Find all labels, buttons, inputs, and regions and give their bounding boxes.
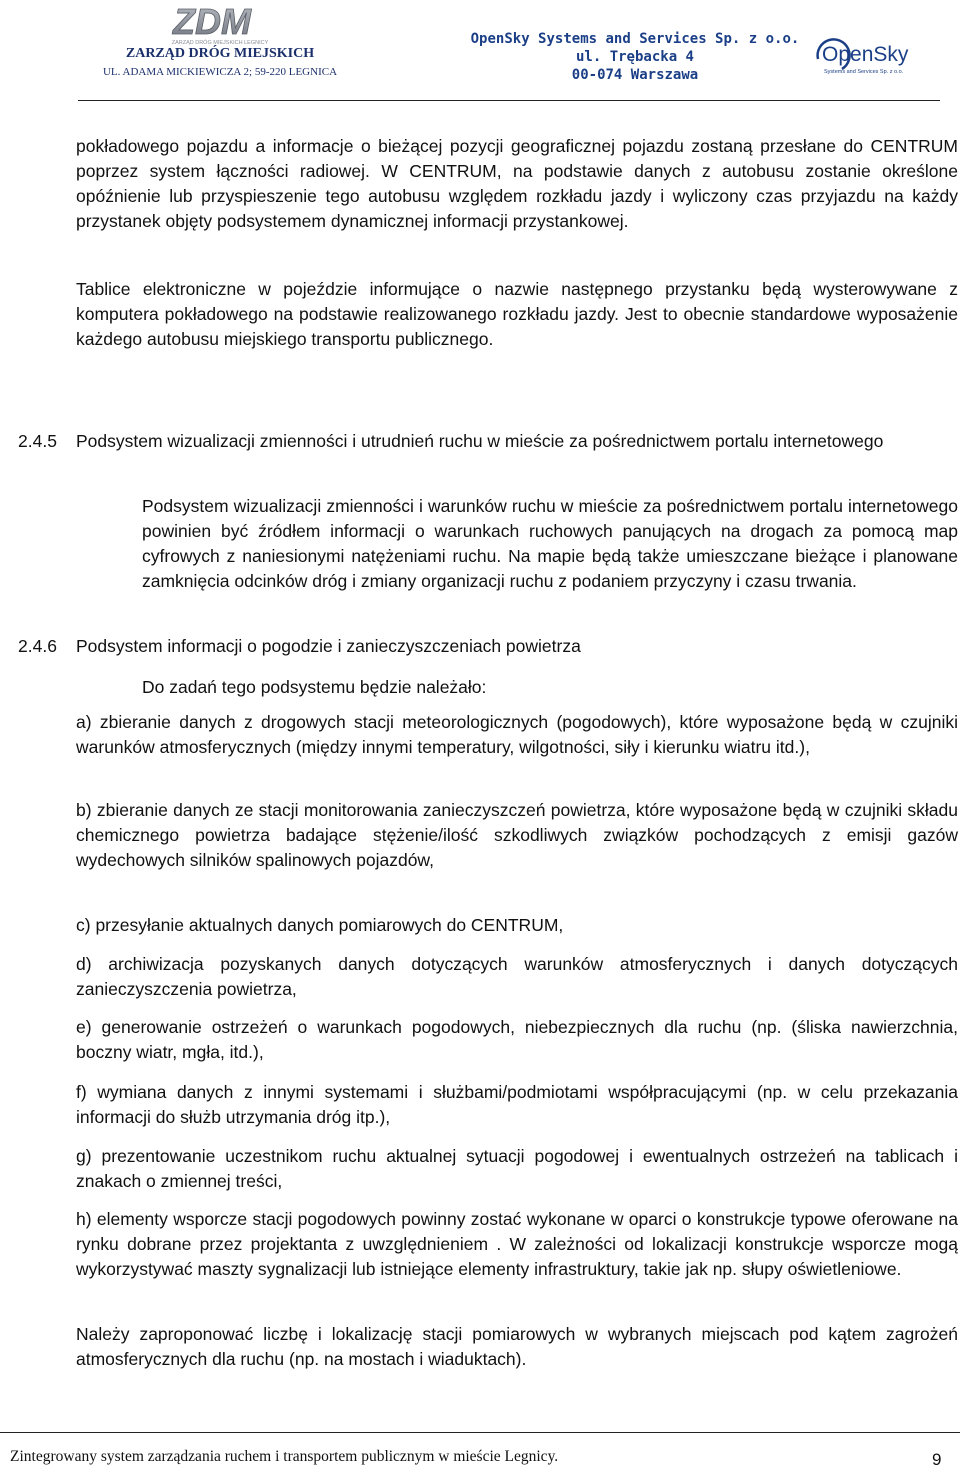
- list-item: b) zbieranie danych ze stacji monitorowania zanieczyszczeń powietrza, które wyposażone będą w czujniki składu chemicznego powietrza badające stężenie/ilość szkodliwych związków pochodzących z emisji gazów wydechowych silników spalinowych pojazdów,: [76, 800, 958, 870]
- list-item: d) archiwizacja pozyskanych danych dotyczących warunków atmosferycznych i danych dotyczących zanieczyszczenia powietrza,: [76, 954, 958, 999]
- section-number: 2.4.5: [18, 431, 57, 451]
- org-address: UL. ADAMA MICKIEWICZA 2; 59-220 LEGNICA: [102, 66, 338, 78]
- footer-title: Zintegrowany system zarządzania ruchem i transportem publicznym w mieście Legnicy.: [10, 1448, 559, 1465]
- section-title: Podsystem wizualizacji zmienności i utrudnień ruchu w mieście za pośrednictwem portalu internetowego: [76, 431, 884, 451]
- section-2-4-6-intro: Do zadań tego podsystemu będzie należało:: [142, 677, 487, 697]
- section-title: Podsystem informacji o pogodzie i zanieczyszczeniach powietrza: [76, 636, 581, 656]
- company-city: 00-074 Warszawa: [571, 67, 699, 83]
- page-number: 9: [932, 1450, 942, 1469]
- zdm-logo-text: ZDM: [173, 4, 251, 42]
- page-header: [0, 0, 960, 108]
- opensky-logo-subtext: Systems and Services Sp. z o.o.: [824, 69, 904, 75]
- paragraph-onboard-displays: Tablice elektroniczne w pojeździe informujące o nazwie następnego przystanku będą wysterowywane z komputera pokładowego na podstawie realizowanego rozkładu jazdy. Jest to obecnie standardowe wyposażenie każdego autobusu miejskiego transportu publicznego.: [76, 279, 958, 349]
- header-divider: [78, 100, 940, 101]
- list-item: h) elementy wsporcze stacji pogodowych powinny zostać wykonane w oparci o konstrukcje typowe oferowane na rynku dobrane przez projektanta z uwzględnieniem . W zależności od lokalizacji konstrukcje wsporcze mogą wykorzystywać maszty sygnalizacji lub istniejące elementy infrastruktury, takie jak np. słupy oświetleniowe.: [76, 1209, 958, 1279]
- list-item: f) wymiana danych z innymi systemami i służbami/podmiotami współpracującymi (np. w celu przekazania informacji do służb utrzymania dróg itp.),: [76, 1082, 958, 1127]
- list-item: c) przesyłanie aktualnych danych pomiarowych do CENTRUM,: [76, 915, 564, 935]
- list-item: e) generowanie ostrzeżeń o warunkach pogodowych, niebezpiecznych dla ruchu (np. (śliska nawierzchnia, boczny wiatr, mgła, itd.),: [76, 1017, 958, 1062]
- list-item: g) prezentowanie uczestnikom ruchu aktualnej sytuacji pogodowej i ewentualnych ostrzeżeń na tablicach i znakach o zmiennej treści,: [76, 1146, 958, 1191]
- company-name: OpenSky Systems and Services Sp. z o.o.: [470, 31, 800, 47]
- section-2-4-5-text: Podsystem wizualizacji zmienności i warunków ruchu w mieście za pośrednictwem portalu internetowego powinien być źródłem informacji o warunkach ruchowych panujących na drogach za pomocą map cyfrowych z naniesionymi natężeniami ruchu. Na mapie będą także umieszczane bieżące i planowane zamknięcia odcinków dróg i zmiany organizacji ruchu z podaniem przyczyny i czasu trwania.: [142, 496, 958, 591]
- closing-paragraph: Należy zaproponować liczbę i lokalizację stacji pomiarowych w wybranych miejscach pod kątem zagrożeń atmosferycznych dla ruchu (np. na mostach i wiaduktach).: [76, 1324, 958, 1369]
- zdm-logo: [135, 4, 290, 46]
- company-street: ul. Trębacka 4: [575, 49, 694, 65]
- footer-divider: [0, 1432, 960, 1433]
- org-name: ZARZĄD DRÓG MIEJSKICH: [125, 46, 315, 61]
- paragraph-continuation: pokładowego pojazdu a informacje o bieżącej pozycji geograficznej pojazdu zostaną przesłane do CENTRUM poprzez system łączności radiowej. W CENTRUM, na podstawie danych z autobusu zostanie określone opóźnienie lub przyspieszenie tego autobusu względem rozkładu jazdy i wyliczony czas przyjazdu na każdy przystanek objęty podsystemem dynamicznej informacji przystankowej.: [76, 136, 958, 231]
- zdm-logo-subtext: ZARZĄD DRÓG MIEJSKICH LEGNICY: [171, 40, 269, 46]
- opensky-logo: [812, 33, 922, 79]
- section-number: 2.4.6: [18, 636, 57, 656]
- section-heading-2-4-6: [18, 634, 958, 659]
- opensky-logo-text: OpenSky: [822, 43, 909, 66]
- company-details: [470, 30, 800, 84]
- list-item: a) zbieranie danych z drogowych stacji meteorologicznych (pogodowych), które wyposażone będą w czujniki warunków atmosferycznych (między innymi temperatury, wilgotności, siły i kierunku wiatru itd.),: [76, 712, 958, 757]
- section-heading-2-4-5: [18, 429, 958, 454]
